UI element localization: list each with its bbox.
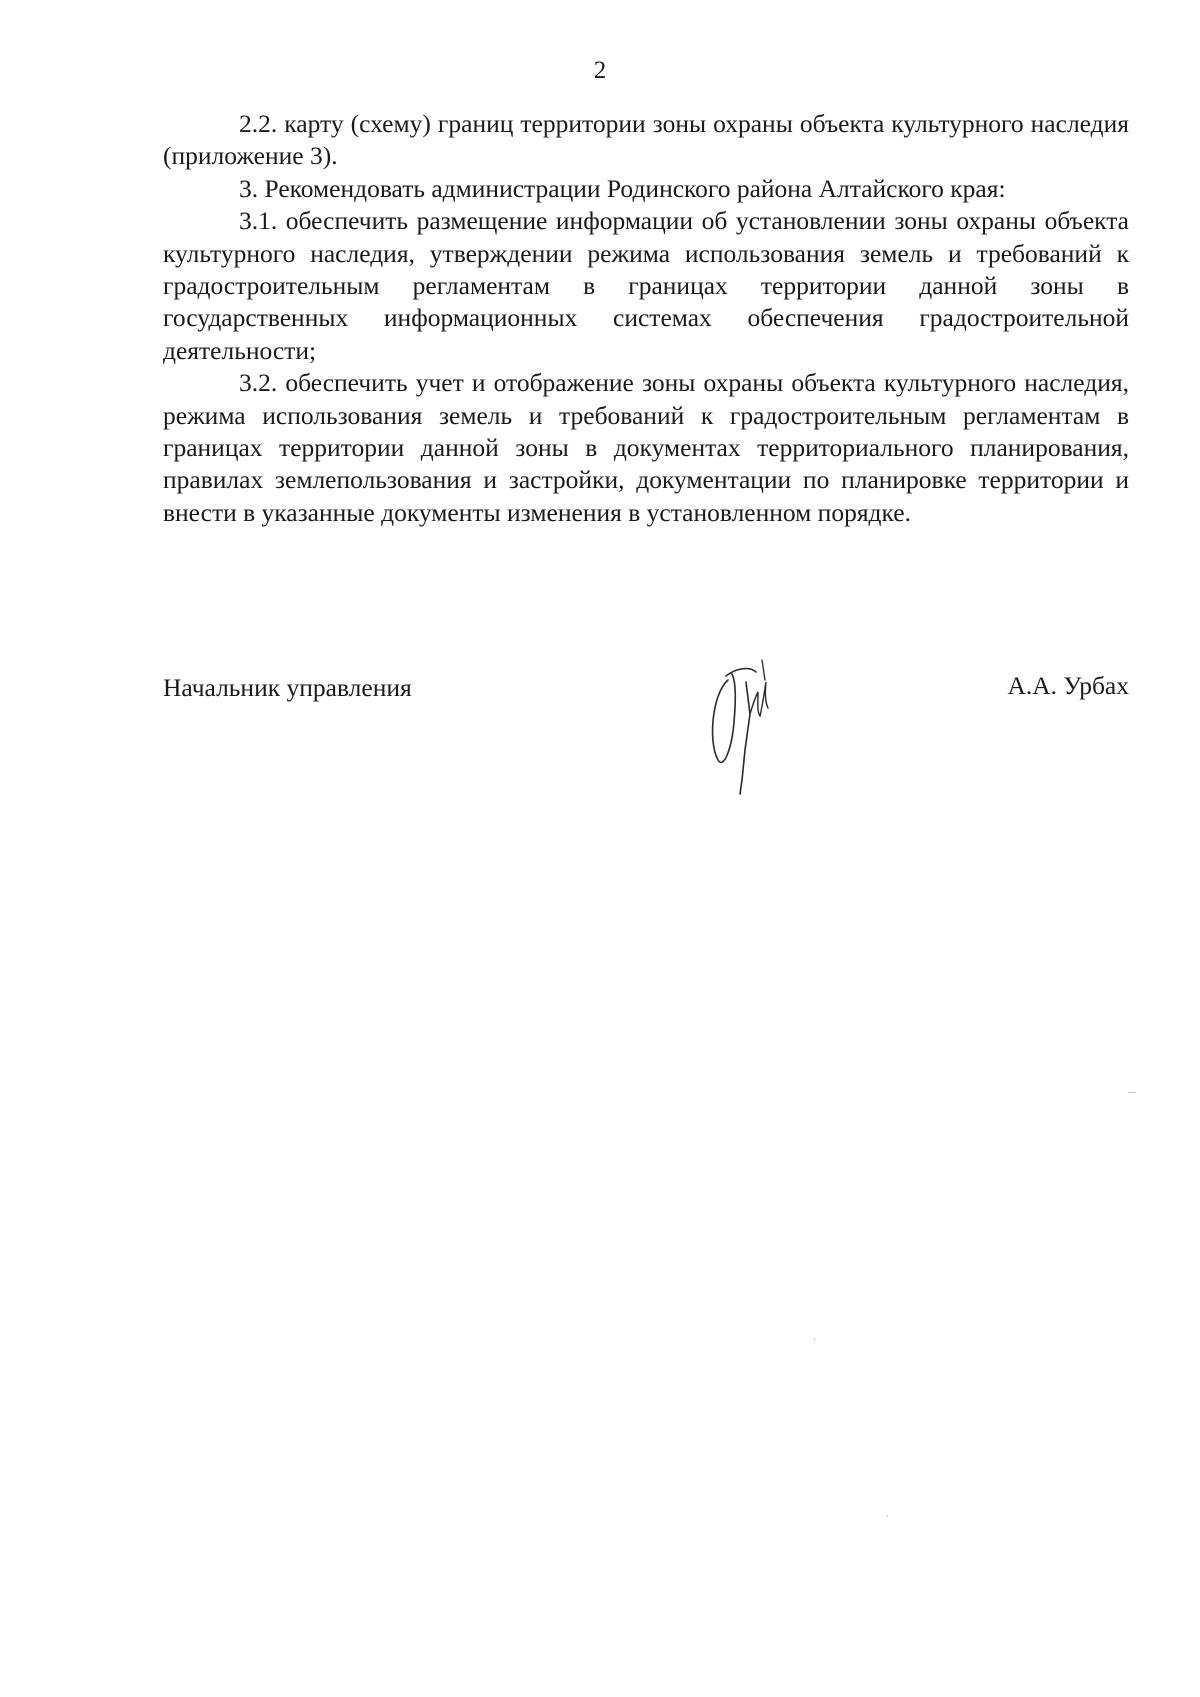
document-body xyxy=(163,108,1129,529)
handwritten-signature xyxy=(698,652,798,802)
paragraph-3: 3. Рекомендовать администрации Родинского района Алтайского края: xyxy=(239,173,1006,203)
signature-block xyxy=(163,670,1129,810)
scan-artifact xyxy=(887,1515,888,1517)
scan-artifact xyxy=(814,1338,815,1340)
paragraph-3-1: 3.1. обеспечить размещение информации об установлении зоны охраны объекта культурного наследия, утверждении режима использования земель и требований к градостроительным регламентам в границах территории данной зоны в государственных информационных системах обеспечения градостроительной деятельности; xyxy=(163,206,1129,365)
signatory-position: Начальник управления xyxy=(163,673,412,702)
signatory-name: А.А. Урбах xyxy=(1007,671,1129,700)
paragraph-3-2: 3.2. обеспечить учет и отображение зоны охраны объекта культурного наследия, режима использования земель и требований к градостроительным регламентам в границах территории данной зоны в документах территориального планирования, правилах землепользования и застройки, документации по планировке территории и внести в указанные документы изменения в установленном порядке. xyxy=(163,368,1129,527)
page-number: 2 xyxy=(593,57,607,84)
paragraph-2-2: 2.2. карту (схему) границ территории зоны охраны объекта культурного наследия (приложение 3). xyxy=(163,109,1129,171)
scan-artifact xyxy=(1128,1092,1136,1093)
